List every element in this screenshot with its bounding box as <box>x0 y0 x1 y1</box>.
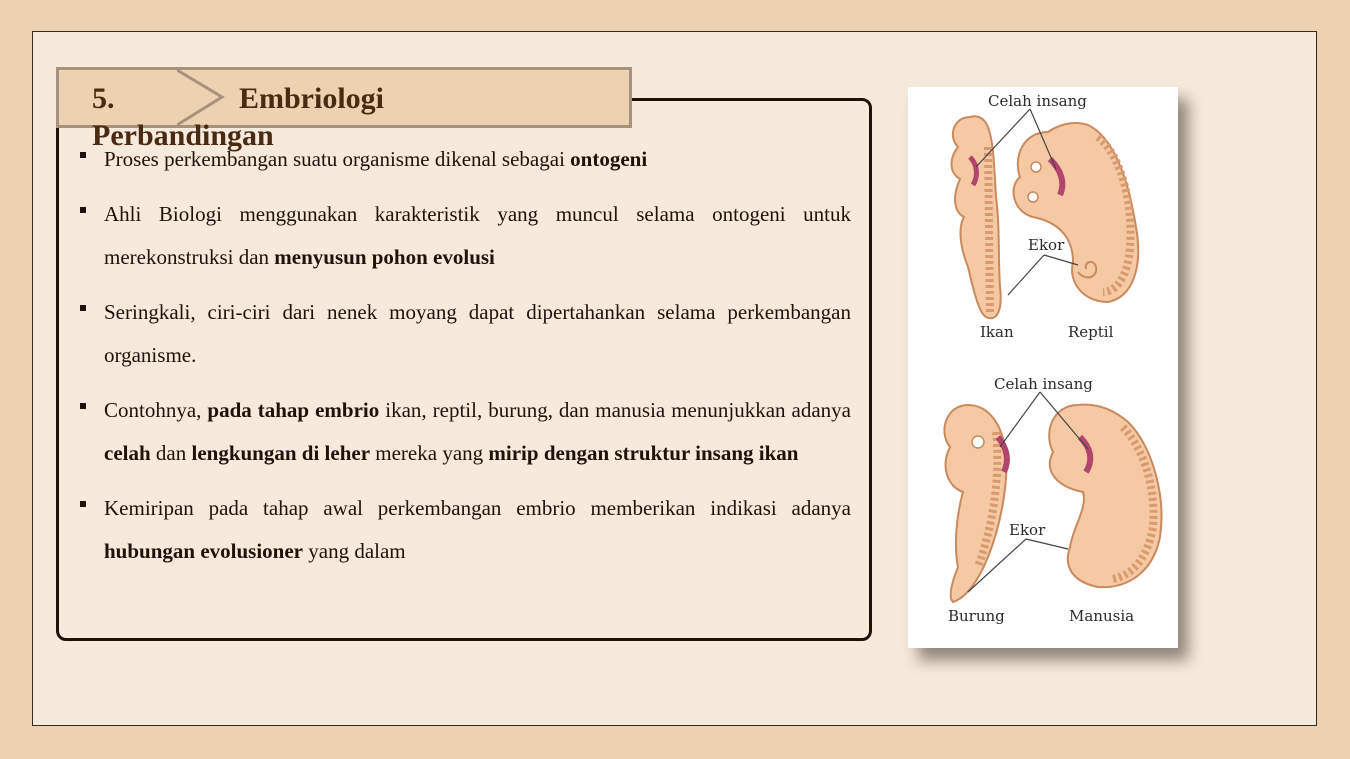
bullet-item <box>80 193 851 279</box>
tail-label-top: Ekor <box>1028 236 1065 254</box>
bullet-item <box>80 487 851 573</box>
human-label: Manusia <box>1069 607 1135 625</box>
bullet-bold-text: pada tahap embrio <box>207 398 380 422</box>
bullet-bold-text: menyusun pohon evolusi <box>274 245 495 269</box>
tail-label-bottom: Ekor <box>1009 521 1046 539</box>
bullet-text: Kemiripan pada tahap awal perkembangan embrio memberikan indikasi adanya <box>104 496 851 520</box>
fish-embryo <box>952 116 1001 318</box>
bullet-text: dan <box>150 441 192 465</box>
bullet-bold-text: mirip dengan struktur insang ikan <box>488 441 799 465</box>
bullet-text: Ahli Biologi menggunakan karakteristik yang muncul selama ontogeni untuk merekonstruksi dan <box>104 202 851 269</box>
bullet-bold-text: celah <box>104 441 151 465</box>
bullet-text: Seringkali, ciri-ciri dari nenek moyang dapat dipertahankan selama perkembangan organisme. <box>104 300 851 367</box>
bullet-bold-text: lengkungan di leher <box>191 441 371 465</box>
gill-slit-label-top: Celah insang <box>988 92 1087 110</box>
embryo-illustration <box>908 87 1178 648</box>
bird-label: Burung <box>948 607 1005 625</box>
bullet-text: yang dalam <box>303 539 406 563</box>
bullet-text: mereka yang <box>370 441 489 465</box>
bullet-item <box>80 291 851 377</box>
bullet-bold-text: ontogeni <box>570 147 648 171</box>
bullet-bold-text: hubungan evolusioner <box>104 539 303 563</box>
bullet-text: ikan, reptil, burung, dan manusia menunjukkan adanya <box>379 398 851 422</box>
reptile-embryo <box>1014 123 1139 302</box>
section-number: 5. <box>92 82 115 115</box>
bullet-text: Contohnya, <box>104 398 208 422</box>
bullet-text: Proses perkembangan suatu organisme dikenal sebagai <box>104 147 571 171</box>
fish-label: Ikan <box>980 323 1014 341</box>
page-title-line2: Perbandingan <box>92 119 274 152</box>
embryo-figure <box>908 87 1178 648</box>
page-title: Embriologi <box>239 82 385 115</box>
chevron-arrow-icon <box>177 70 237 125</box>
bullet-list <box>80 138 851 585</box>
bullet-item <box>80 389 851 475</box>
gill-slit-label-bottom: Celah insang <box>994 375 1093 393</box>
reptile-label: Reptil <box>1068 323 1114 341</box>
bird-embryo <box>944 405 1006 602</box>
human-embryo <box>1049 405 1161 588</box>
